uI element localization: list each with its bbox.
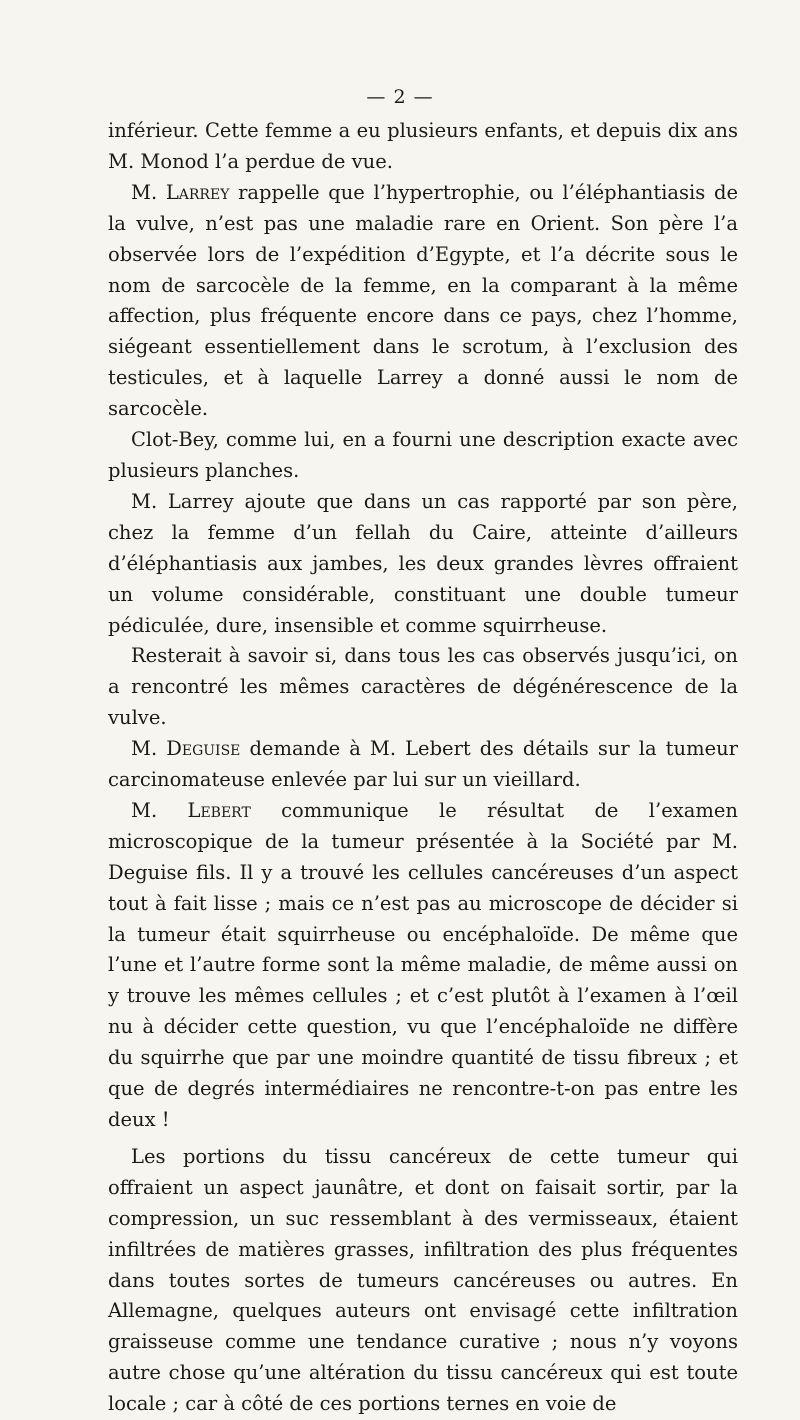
speaker-name: Lebert bbox=[187, 798, 251, 822]
paragraph-5: Resterait à savoir si, dans tous les cas observés jusqu’ici, on a rencontré les mêmes caractères de dégénérescence de la vulve. bbox=[108, 644, 738, 730]
paragraph-4: M. Larrey ajoute que dans un cas rapporté par son père, chez la femme d’un fellah du Caire, atteinte d’ailleurs d’éléphantiasis aux jambes, les deux grandes lèvres offraient un volume considérable, constituant une double tumeur pédiculée, dure, insensible et comme squirrheuse. bbox=[108, 489, 738, 637]
paragraph-7: M. Lebert communique le résultat de l’examen microscopique de la tumeur présentée à la Société par M. Deguise fils. Il y a trouvé les cellules cancéreuses d’un aspect tout à fait lisse ; mais ce n’est pas au microscope de décider si la tumeur était squirrheuse ou encéphaloïde. De même que l’une et l’autre forme sont la même maladie, de même aussi on y trouve les mêmes cellules ; et c’est plutôt à l’examen à l’œil nu à décider cette question, vu que l’encéphaloïde ne diffère du squirrhe que par une moindre quantité de tissu fibreux ; et que de degrés intermédiaires ne rencontre-t-on pas entre les deux ! bbox=[108, 798, 738, 1131]
speaker-name: Deguise bbox=[166, 737, 241, 761]
speaker-name: Larrey bbox=[165, 180, 230, 204]
paragraph-8: Les portions du tissu cancéreux de cette tumeur qui offraient un aspect jaunâtre, et dont on faisait sortir, par la compression, un suc ressemblant à des vermisseaux, étaient infiltrées de matières grasses, infiltration des plus fréquentes dans toutes sortes de tumeurs cancéreuses ou autres. En Allemagne, quelques auteurs ont envisagé cette infiltration graisseuse comme une tendance curative ; nous n’y voyons autre chose qu’une altération du tissu cancéreux qui est toute locale ; car à côté de ces portions ternes en voie de bbox=[108, 1144, 738, 1416]
paragraph-6: M. Deguise demande à M. Lebert des détails sur la tumeur carcinomateuse enlevée par lui sur un vieillard. bbox=[108, 737, 738, 792]
paragraph-3: Clot-Bey, comme lui, en a fourni une description exacte avec plusieurs planches. bbox=[108, 428, 738, 482]
page-number: — 2 — bbox=[366, 86, 434, 108]
paragraph-1: inférieur. Cette femme a eu plusieurs enfants, et depuis dix ans M. Monod l’a perdue de vue. bbox=[108, 119, 738, 173]
body-text bbox=[108, 116, 738, 1420]
paragraph-2: M. Larrey rappelle que l’hypertrophie, ou l’éléphantiasis de la vulve, n’est pas une maladie rare en Orient. Son père l’a observée lors de l’expédition d’Egypte, et l’a décrite sous le nom de sarcocèle de la femme, en la comparant à la même affection, plus fréquente encore dans ce pays, chez l’homme, siégeant essentiellement dans le scrotum, à l’exclusion des testicules, et à laquelle Larrey a donné aussi le nom de sarcocèle. bbox=[108, 180, 738, 421]
